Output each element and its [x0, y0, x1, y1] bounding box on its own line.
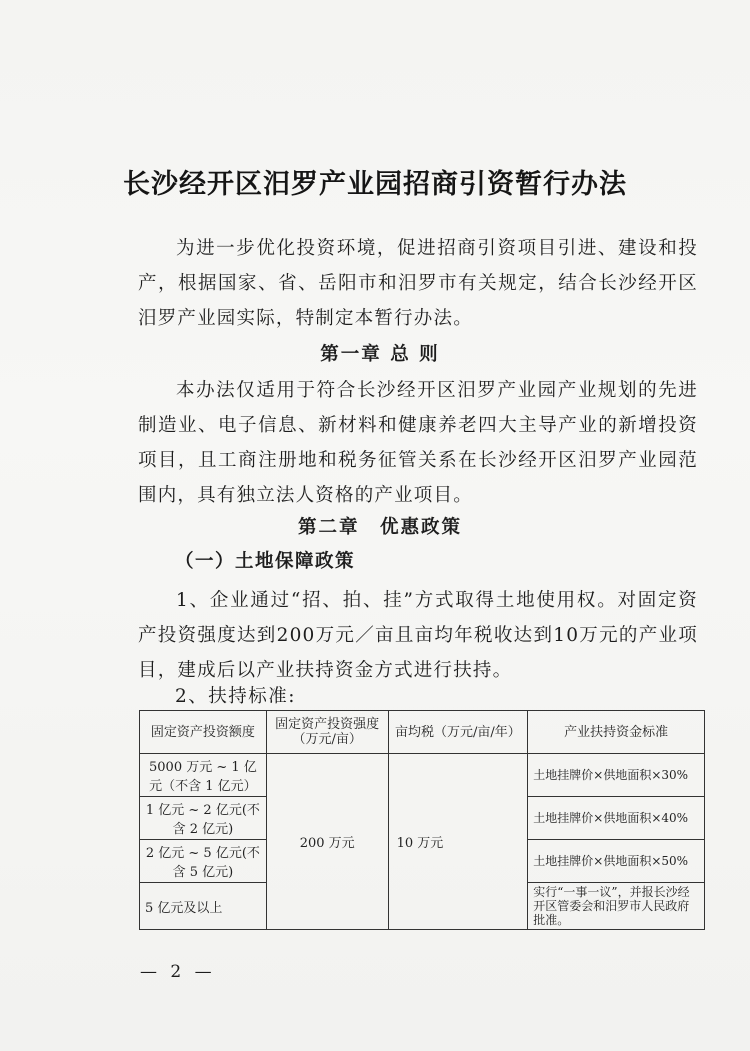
chapter2-heading: 第二章 优惠政策	[297, 517, 462, 538]
cell-standard: 实行“一事一议”，并报长沙经开区管委会和汨罗市人民政府批准。	[528, 883, 705, 930]
header-investment-intensity: 固定资产投资强度（万元/亩）	[266, 711, 388, 754]
cell-amount: 1 亿元 ~ 2 亿元(不含 2 亿元)	[140, 797, 267, 840]
cell-intensity: 200 万元	[266, 754, 388, 930]
header-support-standard: 产业扶持资金标准	[528, 711, 705, 754]
cell-standard: 土地挂牌价×供地面积×30%	[528, 754, 705, 797]
cell-standard: 土地挂牌价×供地面积×40%	[528, 797, 705, 840]
cell-standard: 土地挂牌价×供地面积×50%	[528, 840, 705, 883]
page-number: — 2 —	[140, 962, 216, 982]
intro-paragraph: 为进一步优化投资环境，促进招商引资项目引进、建设和投产，根据国家、省、岳阳市和汨罗市有关规定，结合长沙经开区汨罗产业园实际，特制定本暂行办法。	[138, 238, 698, 329]
chapter1-heading: 第一章 总 则	[320, 344, 440, 365]
table-row	[140, 754, 705, 797]
document-title: 长沙经开区汨罗产业园招商引资暂行办法	[123, 169, 627, 200]
cell-amount: 2 亿元 ~ 5 亿元(不含 5 亿元)	[140, 840, 267, 883]
header-investment-amount: 固定资产投资额度	[140, 711, 267, 754]
support-standard-table	[139, 710, 705, 930]
cell-amount: 5 亿元及以上	[140, 883, 267, 930]
cell-amount: 5000 万元 ~ 1 亿元（不含 1 亿元）	[140, 754, 267, 797]
section1-heading: （一）土地保障政策	[175, 551, 356, 572]
item1-paragraph: 1、企业通过“招、拍、挂”方式取得土地使用权。对固定资产投资强度达到200万元／亩且亩均年税收达到10万元的产业项目，建成后以产业扶持资金方式进行扶持。	[138, 590, 698, 681]
item2-heading: 2、扶持标准:	[175, 686, 297, 707]
header-tax-per-mu: 亩均税（万元/亩/年）	[388, 711, 528, 754]
cell-tax: 10 万元	[388, 754, 528, 930]
chapter1-paragraph: 本办法仅适用于符合长沙经开区汨罗产业园产业规划的先进制造业、电子信息、新材料和健康养老四大主导产业的新增投资项目，且工商注册地和税务征管关系在长沙经开区汨罗产业园范围内，具有独立法人资格的产业项目。	[138, 380, 698, 506]
table-header-row	[140, 711, 705, 754]
